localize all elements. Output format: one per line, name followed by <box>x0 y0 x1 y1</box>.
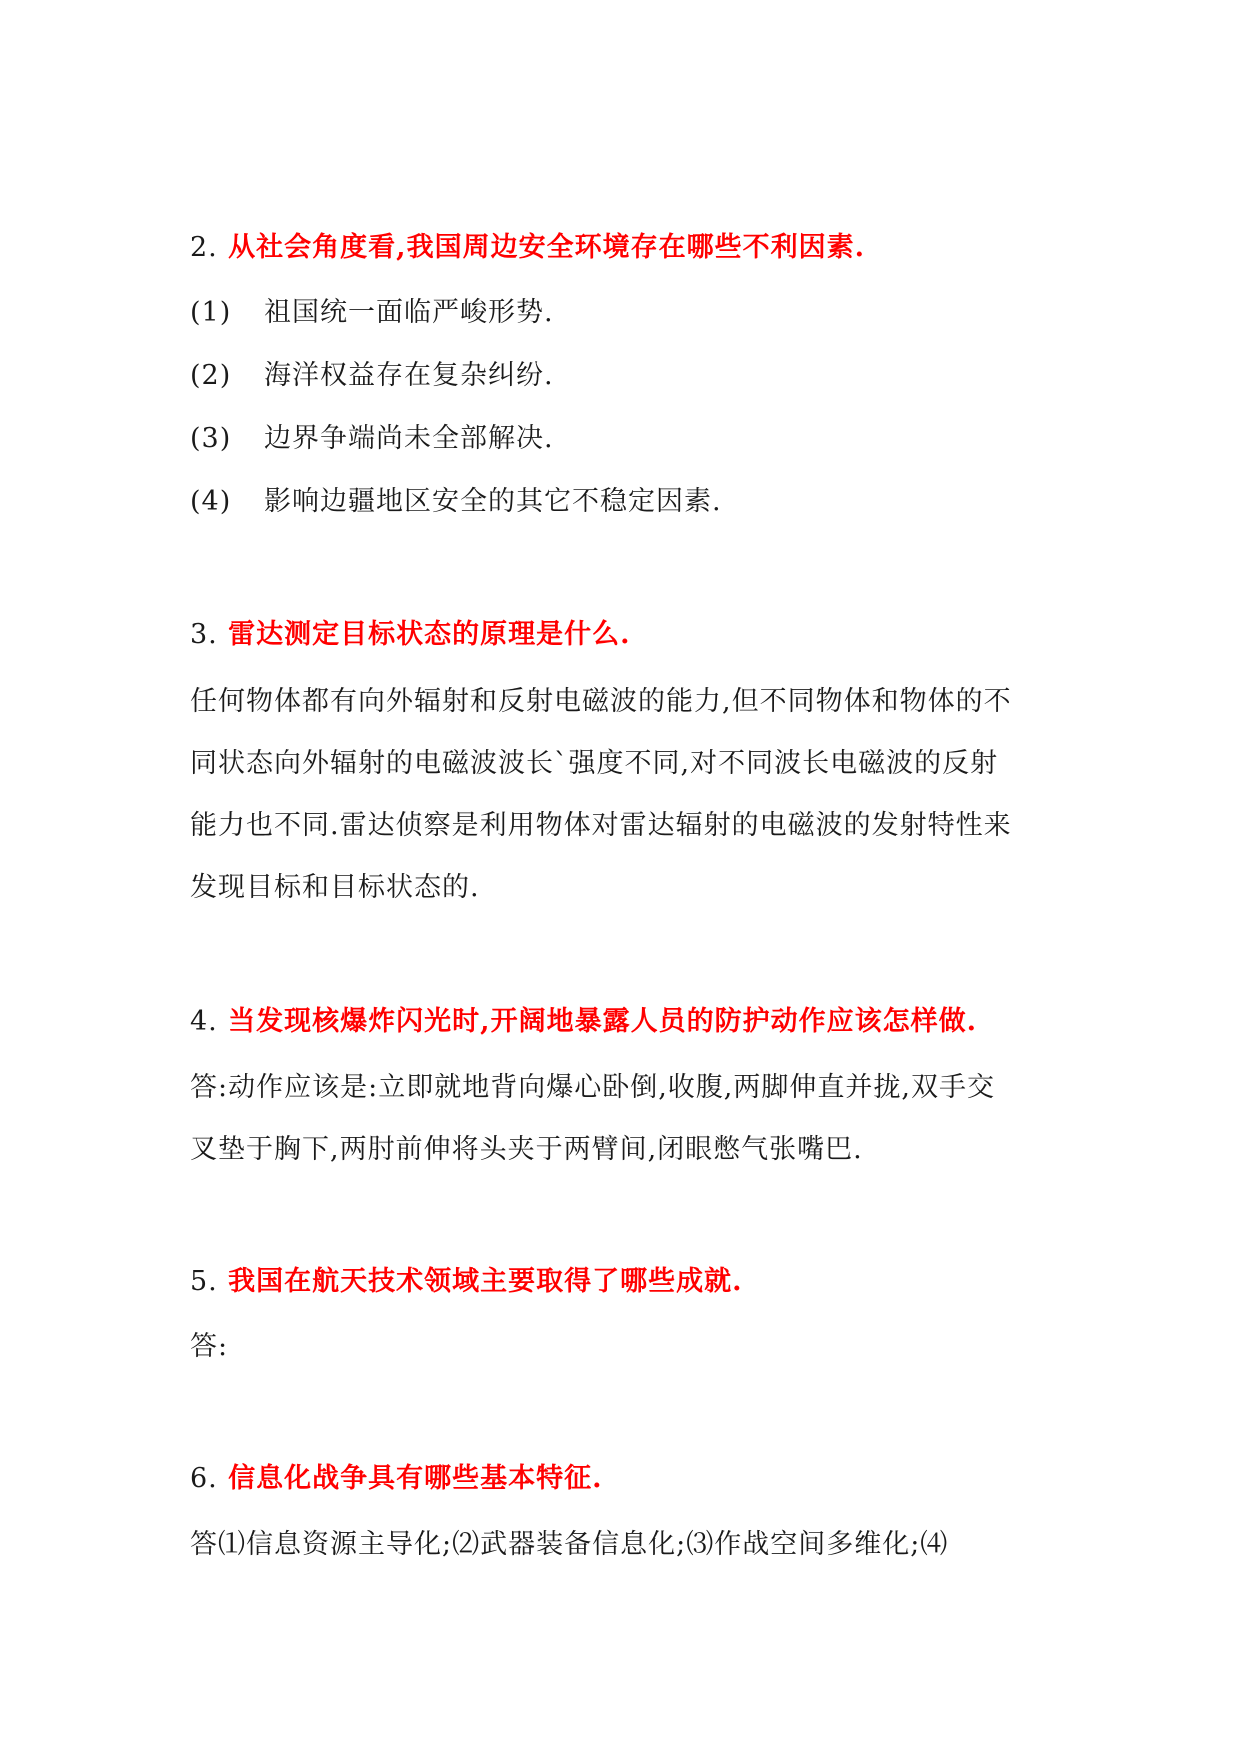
list-marker: (2) <box>190 360 232 391</box>
question-number: 5. <box>190 1266 218 1297</box>
list-item-text: 影响边疆地区安全的其它不稳定因素. <box>264 486 722 517</box>
answer-line: 能力也不同.雷达侦察是利用物体对雷达辐射的电磁波的发射特性来 <box>190 810 1012 841</box>
question-number: 6. <box>190 1463 218 1494</box>
question-3-title <box>190 617 631 653</box>
answer-line: 答: <box>190 1331 229 1362</box>
list-item <box>190 421 554 457</box>
list-item <box>190 484 722 520</box>
list-marker: (1) <box>190 297 232 328</box>
answer-line: 叉垫于胸下,两肘前伸将头夹于两臂间,闭眼憋气张嘴巴. <box>190 1134 863 1165</box>
answer-line: 同状态向外辐射的电磁波波长`强度不同,对不同波长电磁波的反射 <box>190 748 999 779</box>
question-text: 信息化战争具有哪些基本特征. <box>228 1463 603 1494</box>
question-text: 我国在航天技术领域主要取得了哪些成就. <box>228 1266 743 1297</box>
answer-line: 答:动作应该是:立即就地背向爆心卧倒,收腹,两脚伸直并拢,双手交 <box>190 1072 995 1103</box>
list-item-text: 边界争端尚未全部解决. <box>264 423 554 454</box>
question-number: 2. <box>190 232 218 263</box>
question-text: 雷达测定目标状态的原理是什么. <box>228 619 631 650</box>
list-item <box>190 358 554 394</box>
answer-line: 任何物体都有向外辐射和反射电磁波的能力,但不同物体和物体的不 <box>190 686 1012 717</box>
list-marker: (4) <box>190 486 232 517</box>
question-number: 3. <box>190 619 218 650</box>
question-6-title <box>190 1461 603 1497</box>
answer-line: 答⑴信息资源主导化;⑵武器装备信息化;⑶作战空间多维化;⑷ <box>190 1529 949 1560</box>
question-number: 4. <box>190 1006 218 1037</box>
question-5-title <box>190 1264 743 1300</box>
question-text: 从社会角度看,我国周边安全环境存在哪些不利因素. <box>228 232 865 263</box>
list-item <box>190 295 554 331</box>
question-2-title <box>190 230 865 266</box>
question-text: 当发现核爆炸闪光时,开阔地暴露人员的防护动作应该怎样做. <box>228 1006 977 1037</box>
list-item-text: 海洋权益存在复杂纠纷. <box>264 360 554 391</box>
question-4-title <box>190 1004 977 1040</box>
list-item-text: 祖国统一面临严峻形势. <box>264 297 554 328</box>
answer-line: 发现目标和目标状态的. <box>190 872 480 903</box>
list-marker: (3) <box>190 423 232 454</box>
